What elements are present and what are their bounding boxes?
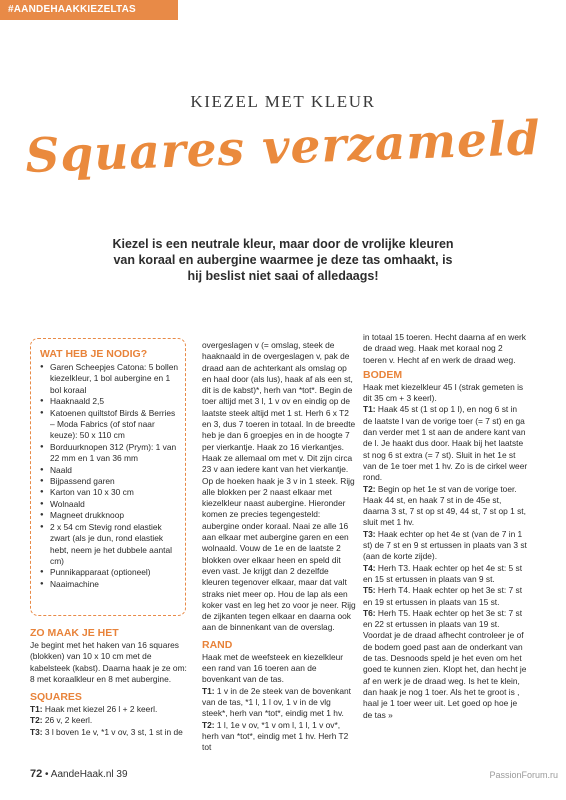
list-item: ● Borduurknopen 312 (Prym): 1 van 22 mm en 1 van 36 mm [40,442,179,465]
row-instruction [30,715,190,726]
row-instruction [202,686,357,720]
column-right [363,332,528,721]
row-text: 1 l, 1e v ov, *1 v om l, 1 l, 1 v ov*, herh van *tot*, eindig met 1 hv. Herh T2 tot [202,719,349,753]
section-heading: ZO MAAK JE HET [30,627,119,639]
row-text: Herh T5. Haak echter op het 3e st: 7 st en 22 st ertussen in plaats van 19 st. Voordat je de draad afhecht controleer je of de bodem goed past aan de onderkant van de tas. Desnoods speld je het even om het goed te kunnen zien. Klopt het, dan hecht je af en werk je de draad weg. Is het te klein, dan haak je nog 1 toer. Als het te groot is , haal je 1 toer weer uit. Let goed op hoe je de tas » [363,607,527,720]
list-item: ● Naaimachine [40,579,179,590]
section-tag: #AANDEHAAKKIEZELTAS [0,0,178,20]
row-instruction [363,404,528,483]
materials-box [30,338,186,616]
list-item: ● Bijpassend garen [40,476,179,487]
section-heading: BODEM [363,368,403,381]
list-item: ● Garen Scheepjes Catona: 5 bollen kiezelkleur, 1 bol aubergine en 1 bol koraal [40,362,179,396]
list-item: ● Punnikapparaat (optioneel) [40,567,179,578]
page-number: 72 [30,768,43,780]
body-paragraph: Je begint met het haken van 16 squares (blokken) van 10 x 10 cm met de kabelsteek (kabst). Daarna haak je ze om: 8 met koraalkleur en 8 met aubergine. [30,640,187,684]
footer-bullet: • [45,769,49,780]
row-label: T1: [363,404,376,415]
row-text: Haak 45 st (1 st op 1 l), en nog 6 st in de laatste l van de vorige toer (= 7 st) en ga dan verder met 1 st aan de andere kant van de l. Je haakt dus door. Haak bij het laatste st nog 6 st extra (= 7 st). Sluit in het 1e st van de 1e toer met 1 hv. Zo is de cirkel weer rond. [363,404,528,483]
column-left [30,626,190,738]
row-instruction [363,585,528,608]
row-label: T3: [363,528,376,539]
list-item: ● Haaknaald 2,5 [40,396,179,407]
row-label: T2: [363,483,376,494]
body-paragraph: Haak met kiezelkleur 45 l (strak gemeten is dit 35 cm + 3 keerl). [363,381,524,404]
column-middle [202,340,357,753]
row-instruction [30,704,190,715]
section-heading: SQUARES [30,691,82,704]
row-instruction [363,484,528,529]
body-paragraph: in totaal 15 toeren. Hecht daarna af en werk de draad weg. Haak met koraal nog 2 toeren v. Hecht af en werk de draad weg. [363,332,526,365]
list-item: ● Wolnaald [40,499,179,510]
row-text: Herh T3. Haak echter op het 4e st: 5 st en 15 st ertussen in plaats van 9 st. [363,562,523,584]
list-item: ● Naald [40,465,179,476]
list-item: ● Magneet drukknoop [40,510,179,521]
watermark: PassionForum.ru [489,770,558,780]
row-text: Haak met kiezel 26 l + 2 keerl. [42,704,158,715]
list-item: ● 2 x 54 cm Stevig rond elastiek zwart (als je dun, rond elastiek hebt, neem je het dubbele aantal cm) [40,522,179,568]
section-heading: RAND [202,638,233,651]
row-label: T2: [202,719,215,730]
materials-heading: WAT HEB JE NODIG? [40,348,148,360]
row-label: T3: [30,726,43,737]
row-label: T5: [363,585,376,596]
magazine-name: AandeHaak.nl 39 [50,769,128,780]
row-text: Begin op het 1e st van de vorige toer. Haak 44 st, en haak 7 st in de 45e st, daarna 3 st, 7 st op st 49, 44 st, 7 st op 1 st, sluit met 1 hv. [363,483,526,528]
intro-paragraph: Kiezel is een neutrale kleur, maar door de vrolijke kleuren van koraal en aubergine waarmee je deze tas omhaakt, is hij beslist niet saai of alledaags! [112,237,454,283]
row-label: T1: [202,685,215,696]
row-label: T4: [363,562,376,573]
row-text: Haak echter op het 4e st (van de 7 in 1 st) de 7 st en 9 st ertussen in plaats van 3 st (aan de korte zijde). [363,528,527,562]
article-subtitle: KIEZEL MET KLEUR [190,92,376,111]
row-instruction [202,720,357,754]
list-item: ● Katoenen quiltstof Birds & Berries – Moda Fabrics (of stof naar keuze): 50 x 110 cm [40,408,179,442]
body-paragraph: overgeslagen v (= omslag, steek de haaknaald in de overgeslagen v, pak de draad aan de achterkant als omslag op en haal door (als lus), haak af als een st, dit is de kabst)*, herh van *tot*. Begin de toer altijd met 3 l, 1 v ov en eindig op de laatste steek altijd met 1 st. Herh 6 x T2 en 3, dus 7 toeren in totaal. In de breedte heb je dan 6 groepjes en in de hoogte 7 per vierkantje. Haak zo 16 vierkantjes. Haak ze allemaal om met v. Dit zijn circa 23 v aan iedere kant van het vierkantje. Op de hoeken haak je 3 v in 1 steek. Rijg alle blokken per 2 naast elkaar met kiezelkleur naast aubergine. Hieronder komen ze precies tegengesteld: aubergine onder koraal. Naai ze alle 16 aan elkaar met aubergine garen en een wolnaald. Vouw de 1e en de laatste 2 blokken over elkaar heen en speld dit even vast. Je krijgt dan 2 dezelfde kleuren tegenover elkaar, maar dat valt straks niet meer op. Hou de lap als een koker vast en leg het zo voor je neer. Rijg de zijkanten tegen elkaar en daarna ook aan de binnenkant van de overslag. [202,340,356,633]
row-text: 1 v in de 2e steek van de bovenkant van de tas, *1 l, 1 l ov, 1 v in de vlg steek*, herh van *tot*, eindig met 1 hv. [202,685,351,719]
materials-list [40,362,179,590]
row-instruction [30,727,190,738]
body-paragraph: Haak met de weefsteek en kiezelkleur een rand van 16 toeren aan de bovenkant van de tas. [202,651,344,685]
row-instruction [363,529,528,563]
row-text: 3 l boven 1e v, *1 v ov, 3 st, 1 st in de [42,726,183,737]
row-instruction [363,563,528,586]
row-label: T1: [30,704,43,715]
row-instruction [363,608,528,721]
row-label: T6: [363,607,376,618]
page-footer [30,768,128,780]
row-text: Herh T4. Haak echter op het 3e st: 7 st en 19 st ertussen in plaats van 15 st. [363,585,523,607]
row-text: 26 v, 2 keerl. [42,715,93,726]
row-label: T2: [30,715,43,726]
article-title: Squares verzameld [24,111,542,184]
list-item: ● Karton van 10 x 30 cm [40,487,179,498]
